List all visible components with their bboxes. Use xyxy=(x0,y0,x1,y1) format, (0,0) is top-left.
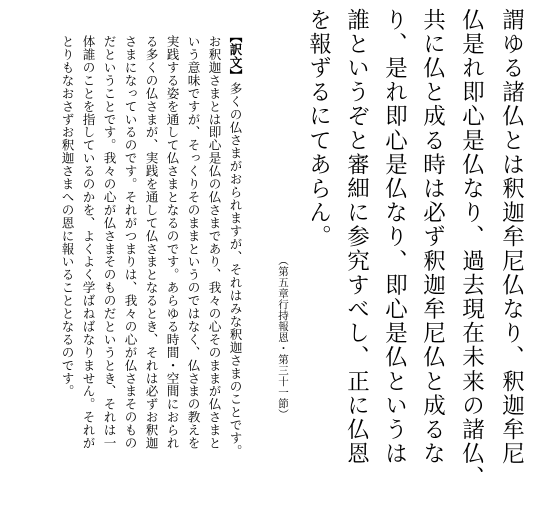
translation-heading: 【訳文】 xyxy=(227,30,243,82)
translation-line-7: だということです。我々の心が仏さまそのものだというとき、それは一 xyxy=(101,35,117,450)
translation-line-3: いう意味ですが、そっくりそのままというのではなく、仏さまの教えを xyxy=(185,35,201,450)
main-text-line-5: 誰というぞと審細に参究すべし、正に仏恩 xyxy=(343,8,370,466)
translation-line-1 xyxy=(228,30,241,457)
source-note: （第五章行持報恩・第三十一節） xyxy=(277,255,289,420)
translation-line-8: 体誰のことを指しているのかを、よくよく学ばねばなりません。それが xyxy=(80,35,96,450)
main-text-line-1: 謂ゆる諸仏とは釈迦牟尼仏なり、釈迦牟尼 xyxy=(498,8,525,466)
main-text-line-6: を報ずるにてあらん。 xyxy=(305,8,332,249)
translation-line-4: 実践する姿を通して仏さまとなるのです。あらゆる時間・空間におられ xyxy=(164,35,180,450)
translation-line-9: とりもなおさずお釈迦さまへの恩に報いることとなるのです。 xyxy=(59,35,75,398)
main-text-line-4: り、是れ即心是仏なり、即心是仏というは xyxy=(381,8,408,466)
main-text-line-3: 共に仏と成る時は必ず釈迦牟尼仏と成るな xyxy=(419,8,446,466)
translation-line-5: る多くの仏さまが、実践を通して仏さまとなるとき、それは必ずお釈迦 xyxy=(143,35,159,450)
translation-line-1-text: 多くの仏さまがおられますが、それはみな釈迦さまのことです。 xyxy=(227,81,243,458)
main-text-line-2: 仏是れ即心是仏なり、過去現在未来の諸仏、 xyxy=(458,8,485,490)
translation-line-2: お釈迦さまとは即心是仏の仏さまであり、我々の心そのままが仏さまと xyxy=(206,35,222,450)
translation-line-6: さまになっているのです。それがつまりは、我々の心が仏さまそのもの xyxy=(122,35,138,450)
